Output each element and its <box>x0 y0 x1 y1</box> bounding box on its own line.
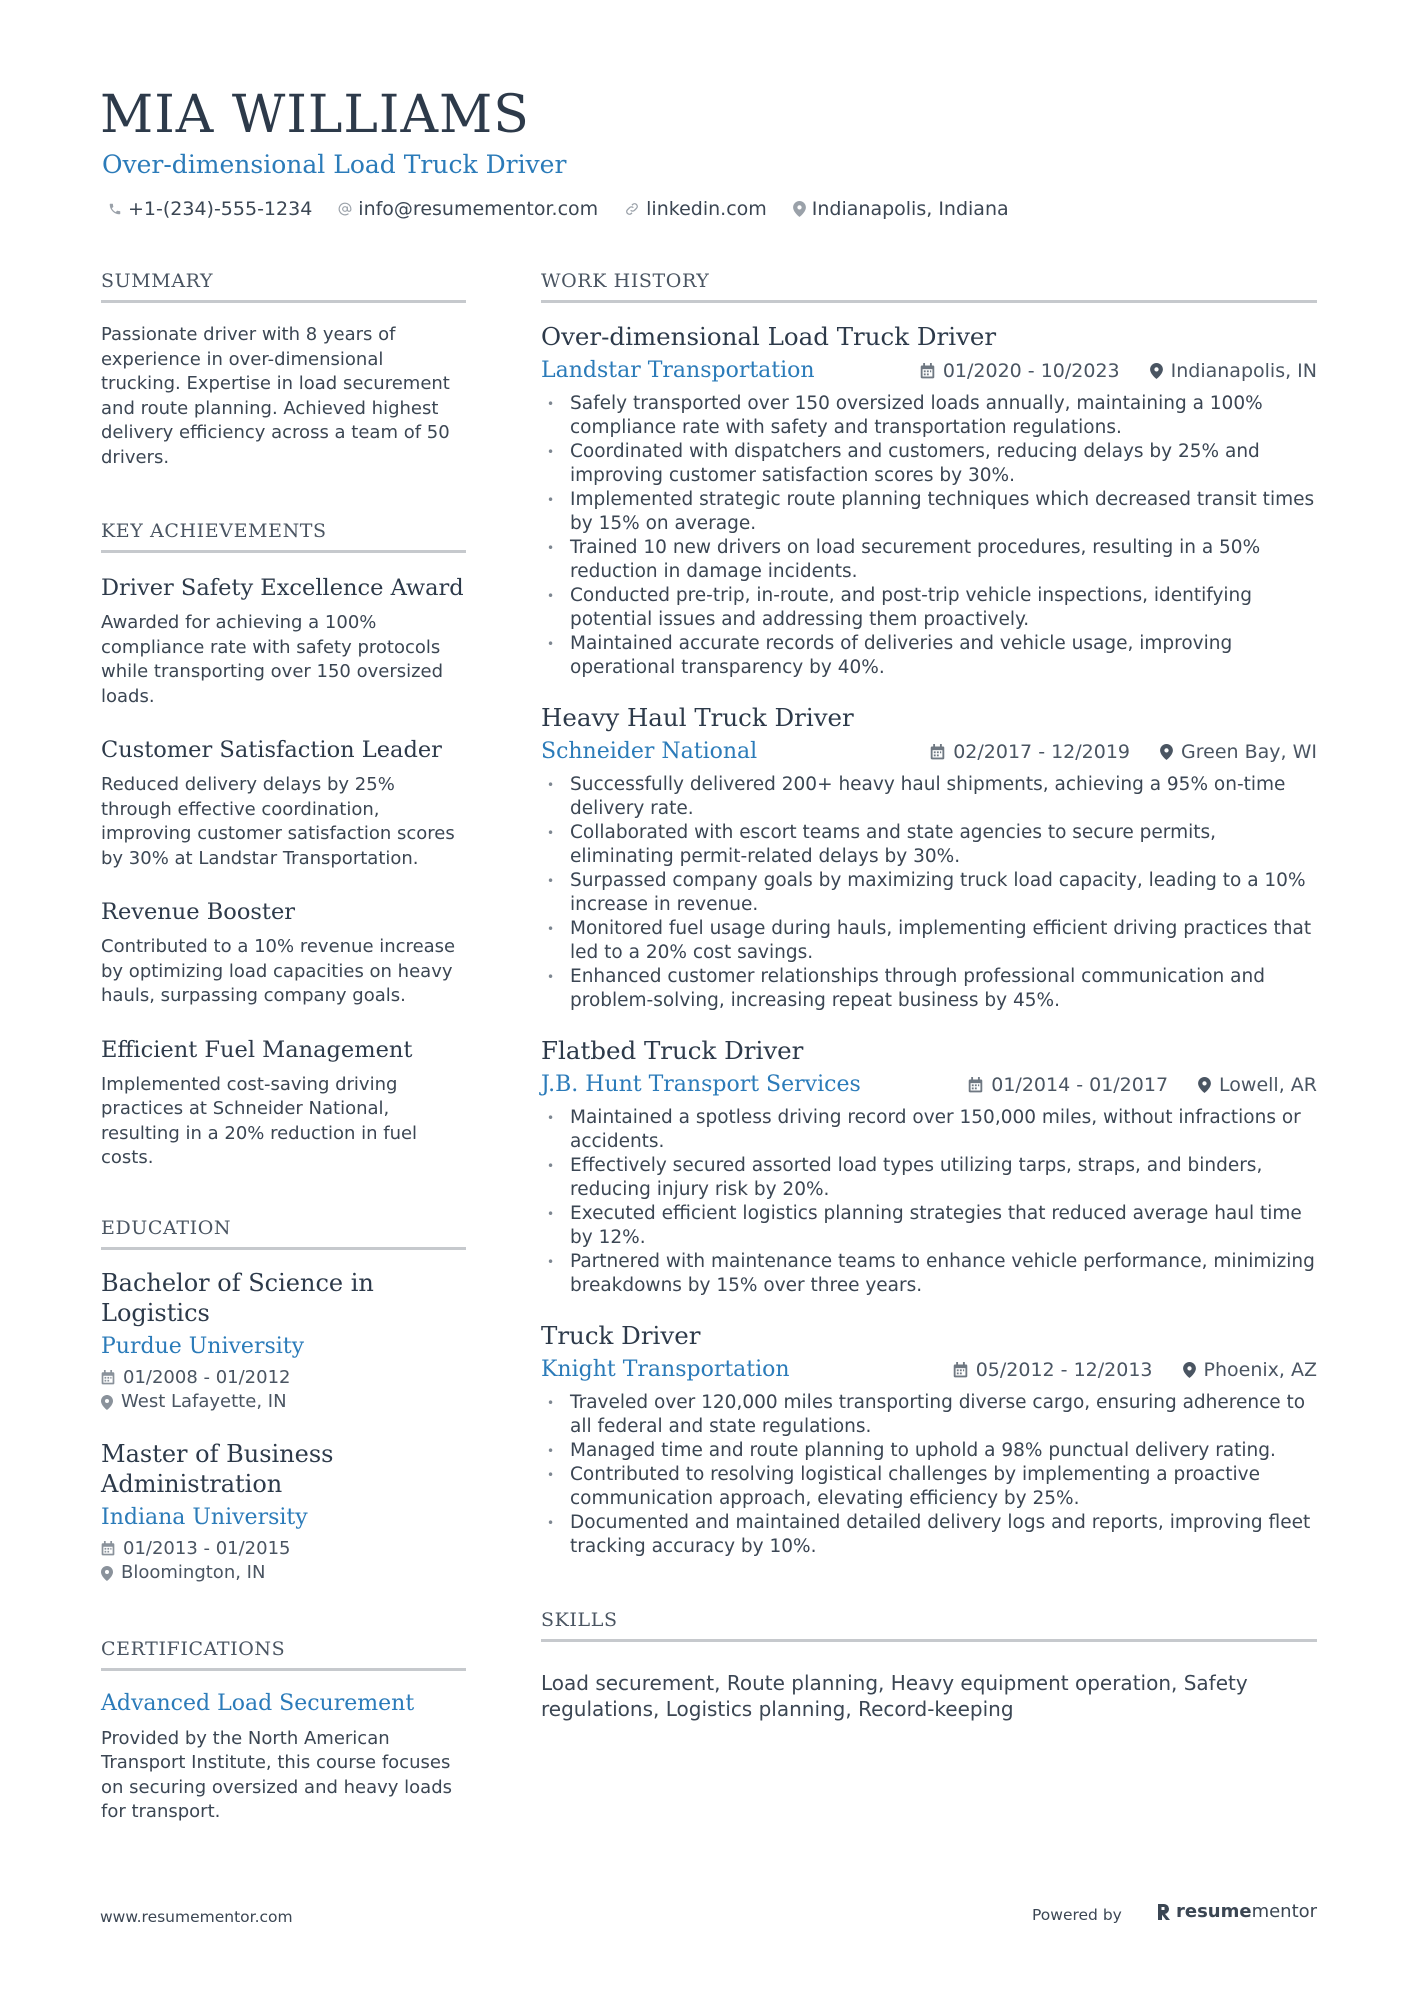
job-bullet: • Trained 10 new drivers on load securement procedures, resulting in a 50% reduction in damage incidents. <box>541 536 1317 584</box>
job-company: J.B. Hunt Transport Services <box>541 1072 861 1097</box>
job-entry <box>541 1035 1317 1298</box>
job-location <box>1183 1359 1317 1381</box>
job-bullet: • Monitored fuel usage during hauls, implementing efficient driving practices that led to a 20% cost savings. <box>541 917 1317 965</box>
job-title: Heavy Haul Truck Driver <box>541 703 854 732</box>
achievement-title: Customer Satisfaction Leader <box>101 737 442 763</box>
job-meta <box>953 1359 1317 1381</box>
job-meta <box>920 360 1317 382</box>
location-pin-icon <box>101 1395 113 1410</box>
skills-heading: SKILLS <box>541 1607 1317 1642</box>
education-dates-text: 01/2013 - 01/2015 <box>123 1537 291 1559</box>
education-location <box>101 1561 466 1586</box>
brand-light: mentor <box>1251 1901 1318 1922</box>
location-pin-icon <box>1160 744 1173 760</box>
achievement-desc: Awarded for achieving a 100% compliance rate with safety protocols while transporting over 150 oversized loads. <box>101 612 444 707</box>
location-pin-icon <box>1183 1362 1196 1378</box>
achievement-desc: Implemented cost-saving driving practices at Schneider National, resulting in a 20% reduction in fuel costs. <box>101 1073 418 1168</box>
job-location-text: Lowell, AR <box>1219 1074 1317 1096</box>
job-info-row <box>541 1070 1317 1100</box>
job-info-row <box>541 1355 1317 1385</box>
calendar-icon <box>968 1077 983 1093</box>
job-bullet: • Implemented strategic route planning techniques which decreased transit times by 15% on average. <box>541 488 1317 536</box>
job-bullet: • Executed efficient logistics planning strategies that reduced average haul time by 12%. <box>541 1202 1317 1250</box>
education-location-text: Bloomington, IN <box>121 1562 266 1583</box>
job-bullets <box>541 1106 1317 1298</box>
certification-title: Advanced Load Securement <box>101 1690 415 1716</box>
achievement-item <box>101 573 466 709</box>
phone-text: +1-(234)-555-1234 <box>128 198 313 220</box>
education-location <box>101 1390 466 1415</box>
contact-location <box>793 198 1009 220</box>
achievement-title: Efficient Fuel Management <box>101 1036 413 1063</box>
job-meta <box>968 1074 1317 1096</box>
job-title: Truck Driver <box>541 1321 701 1350</box>
certifications-section <box>101 1636 466 1825</box>
link-icon <box>624 201 640 217</box>
job-bullet: • Conducted pre-trip, in-route, and post-trip vehicle inspections, identifying potential issues and addressing them proactively. <box>541 584 1317 632</box>
job-bullet: • Partnered with maintenance teams to enhance vehicle performance, minimizing breakdowns by 15% over three years. <box>541 1250 1317 1298</box>
powered-by-label: Powered by <box>1032 1906 1122 1924</box>
certifications-heading: CERTIFICATIONS <box>101 1636 466 1671</box>
right-column <box>541 268 1317 1722</box>
education-school: Indiana University <box>101 1504 308 1530</box>
education-heading: EDUCATION <box>101 1215 466 1250</box>
footer-url[interactable]: www.resumementor.com <box>100 1908 293 1926</box>
summary-text: Passionate driver with 8 years of experience in over-dimensional trucking. Expertise in load securement and route planning. Achieved highest delivery efficiency across a team of 50 drivers. <box>101 324 450 468</box>
job-entry <box>541 1320 1317 1559</box>
achievement-desc: Reduced delivery delays by 25% through effective coordination, improving customer satisfaction scores by 30% at Landstar Transportation. <box>101 774 455 869</box>
job-bullet: • Successfully delivered 200+ heavy haul shipments, achieving a 95% on-time delivery rate. <box>541 773 1317 821</box>
achievement-item <box>101 1035 466 1171</box>
job-company: Knight Transportation <box>541 1357 790 1382</box>
candidate-role: Over-dimensional Load Truck Driver <box>102 150 567 179</box>
job-location-text: Indianapolis, IN <box>1170 360 1317 382</box>
education-location-text: West Lafayette, IN <box>121 1391 287 1412</box>
job-location-text: Green Bay, WI <box>1181 741 1317 763</box>
job-bullet: • Collaborated with escort teams and state agencies to secure permits, eliminating permit-related delays by 30%. <box>541 821 1317 869</box>
summary-section <box>101 268 466 470</box>
phone-icon <box>108 202 122 216</box>
work-history-heading: WORK HISTORY <box>541 268 1317 303</box>
job-info-row <box>541 737 1317 767</box>
job-dates-text: 01/2014 - 01/2017 <box>991 1074 1169 1096</box>
education-item <box>101 1268 466 1415</box>
calendar-icon <box>101 1370 115 1385</box>
job-company: Schneider National <box>541 739 758 764</box>
achievement-title: Driver Safety Excellence Award <box>101 575 464 601</box>
at-icon <box>338 202 352 216</box>
location-pin-icon <box>1150 363 1163 379</box>
job-bullets <box>541 773 1317 1013</box>
calendar-icon <box>920 363 935 379</box>
job-entry <box>541 321 1317 680</box>
job-dates <box>930 741 1130 763</box>
job-bullet: • Managed time and route planning to uphold a 98% punctual delivery rating. <box>541 1439 1317 1463</box>
candidate-name: MIA WILLIAMS <box>100 85 530 145</box>
education-dates <box>101 1366 466 1391</box>
job-bullet: • Contributed to resolving logistical challenges by implementing a proactive communication approach, elevating efficiency by 25%. <box>541 1463 1317 1511</box>
job-title: Over-dimensional Load Truck Driver <box>541 322 997 351</box>
achievement-item <box>101 897 466 1009</box>
achievement-desc: Contributed to a 10% revenue increase by optimizing load capacities on heavy hauls, surpassing company goals. <box>101 936 456 1006</box>
resumementor-logo-icon <box>1156 1902 1172 1922</box>
job-bullets <box>541 392 1317 680</box>
job-bullet: • Traveled over 120,000 miles transporting diverse cargo, ensuring adherence to all federal and state regulations. <box>541 1391 1317 1439</box>
job-info-row <box>541 356 1317 386</box>
certification-desc: Provided by the North American Transport Institute, this course focuses on securing oversized and heavy loads for transport. <box>101 1727 453 1822</box>
location-pin-icon <box>1198 1077 1211 1093</box>
calendar-icon <box>953 1362 968 1378</box>
achievements-heading: KEY ACHIEVEMENTS <box>101 518 466 553</box>
job-entry <box>541 702 1317 1013</box>
achievement-item <box>101 735 466 871</box>
location-text: Indianapolis, Indiana <box>811 198 1009 220</box>
education-dates <box>101 1537 466 1562</box>
achievements-section <box>101 518 466 1171</box>
brand-bold: resume <box>1176 1901 1252 1922</box>
summary-heading: SUMMARY <box>101 268 466 303</box>
job-dates-text: 05/2012 - 12/2013 <box>975 1359 1153 1381</box>
job-bullet: • Safely transported over 150 oversized loads annually, maintaining a 100% compliance rate with safety and transportation regulations. <box>541 392 1317 440</box>
location-pin-icon <box>101 1566 113 1581</box>
job-dates <box>920 360 1120 382</box>
skills-text: Load securement, Route planning, Heavy equipment operation, Safety regulations, Logistics planning, Record-keeping <box>541 1671 1248 1721</box>
job-bullet: • Surpassed company goals by maximizing truck load capacity, leading to a 10% increase in revenue. <box>541 869 1317 917</box>
job-bullet: • Documented and maintained detailed delivery logs and reports, improving fleet tracking accuracy by 10%. <box>541 1511 1317 1559</box>
contact-bar <box>108 198 1035 220</box>
job-dates-text: 01/2020 - 10/2023 <box>942 360 1120 382</box>
job-bullet: • Effectively secured assorted load types utilizing tarps, straps, and binders, reducing injury risk by 20%. <box>541 1154 1317 1202</box>
education-school: Purdue University <box>101 1333 305 1359</box>
work-history-section <box>541 268 1317 1559</box>
contact-phone[interactable] <box>108 198 312 220</box>
education-section <box>101 1215 466 1586</box>
job-company: Landstar Transportation <box>541 358 815 383</box>
job-bullet: • Maintained a spotless driving record over 150,000 miles, without infractions or accidents. <box>541 1106 1317 1154</box>
education-item <box>101 1439 466 1586</box>
achievement-title: Revenue Booster <box>101 899 296 925</box>
email-text: info@resumementor.com <box>358 198 599 220</box>
calendar-icon <box>101 1541 115 1556</box>
education-dates-text: 01/2008 - 01/2012 <box>123 1366 291 1388</box>
job-dates <box>953 1359 1153 1381</box>
job-bullet: • Maintained accurate records of deliveries and vehicle usage, improving operational transparency by 40%. <box>541 632 1317 680</box>
contact-linkedin[interactable] <box>624 198 767 220</box>
skills-section <box>541 1607 1317 1722</box>
linkedin-text: linkedin.com <box>646 198 767 220</box>
job-location <box>1198 1074 1317 1096</box>
job-title: Flatbed Truck Driver <box>541 1036 804 1065</box>
brand-logo[interactable] <box>1156 1901 1317 1922</box>
education-degree: Bachelor of Science in Logistics <box>101 1268 374 1327</box>
job-meta <box>930 741 1317 763</box>
location-pin-icon <box>793 201 806 217</box>
job-bullet: • Coordinated with dispatchers and customers, reducing delays by 25% and improving customer satisfaction scores by 30%. <box>541 440 1317 488</box>
contact-email[interactable] <box>338 198 598 220</box>
calendar-icon <box>930 744 945 760</box>
job-dates <box>968 1074 1168 1096</box>
job-location <box>1150 360 1317 382</box>
job-bullet: • Enhanced customer relationships through professional communication and problem-solving, increasing repeat business by 45%. <box>541 965 1317 1013</box>
left-column <box>101 268 466 1825</box>
education-degree: Master of Business Administration <box>101 1439 334 1498</box>
job-bullets <box>541 1391 1317 1559</box>
job-dates-text: 02/2017 - 12/2019 <box>953 741 1131 763</box>
job-location-text: Phoenix, AZ <box>1203 1359 1317 1381</box>
job-location <box>1160 741 1317 763</box>
